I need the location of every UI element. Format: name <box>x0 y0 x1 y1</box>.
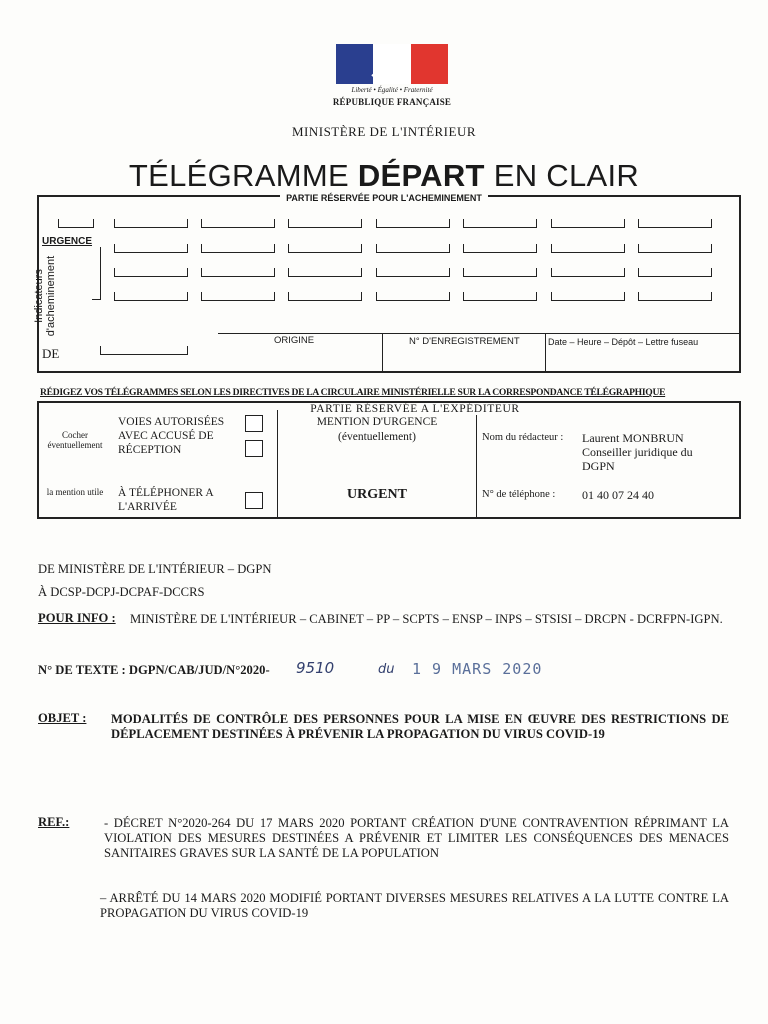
telephoner-checkbox[interactable] <box>245 492 263 509</box>
origine-label: ORIGINE <box>274 335 315 346</box>
ref-label: REF.: <box>38 815 70 829</box>
routing-slot <box>201 268 275 277</box>
voies-checkbox[interactable] <box>245 415 263 432</box>
title-part-2: DÉPART <box>357 158 485 193</box>
routing-slot <box>551 244 625 253</box>
routing-slot <box>638 219 712 228</box>
objet-text: MODALITÉS DE CONTRÔLE DES PERSONNES POUR LA MISE EN ŒUVRE DES RESTRICTIONS DE DÉPLACEMENT DESTINÉES À PRÉVENIR LA PROPAGATION DU VIRUS COVID-19 <box>111 712 729 741</box>
voies-label: VOIES AUTORISÉES <box>118 416 225 428</box>
title-part-3: EN CLAIR <box>493 158 640 193</box>
routing-slot <box>114 268 188 277</box>
routing-slot <box>114 244 188 253</box>
routing-slot <box>551 292 625 301</box>
enreg-divider <box>545 333 546 373</box>
routing-slot <box>638 292 712 301</box>
de-label: DE <box>42 346 60 361</box>
routing-slot <box>201 219 275 228</box>
texte-label: N° DE TEXTE : DGPN/CAB/JUD/N°2020- <box>38 663 270 677</box>
sender-divider-1 <box>277 410 278 519</box>
routing-slot <box>288 268 362 277</box>
routing-slot <box>201 292 275 301</box>
urgence-label: URGENCE <box>42 236 93 247</box>
page-title <box>0 158 768 194</box>
redacteur-title: Conseiller juridique du DGPN <box>582 445 693 473</box>
bracket-line <box>100 247 101 299</box>
routing-slot <box>551 219 625 228</box>
routing-slot <box>288 244 362 253</box>
accuse-label: AVEC ACCUSÉ DE RÉCEPTION <box>118 430 214 456</box>
routing-slot <box>376 292 450 301</box>
republic-name: RÉPUBLIQUE FRANÇAISE <box>332 97 452 107</box>
texte-number: 9510 <box>296 659 335 677</box>
routing-slot <box>463 268 537 277</box>
indicateurs-label: Indicateurs d'acheminement <box>33 255 57 337</box>
ref-item-1: - DÉCRET N°2020-264 DU 17 MARS 2020 PORTANT CRÉATION D'UNE CONTRAVENTION RÉPRIMANT LA VIOLATION DES MESURES DESTINÉES A PRÉVENIR ET LIMITER LES CONSÉQUENCES DES MENACES SANITAIRES GRAVES SUR LA SANTÉ DE LA POPULATION <box>104 816 729 860</box>
date-label: Date – Heure – Dépôt – Lettre fuseau <box>548 337 699 347</box>
routing-header: PARTIE RÉSERVÉE POUR L'ACHEMINEMENT <box>0 193 768 203</box>
routing-slot <box>463 219 537 228</box>
routing-slot <box>201 244 275 253</box>
from-line: DE MINISTÈRE DE L'INTÉRIEUR – DGPN <box>38 562 272 576</box>
urgent-value: URGENT <box>347 487 407 502</box>
marianne-icon <box>352 46 428 84</box>
objet-label: OBJET : <box>38 711 87 725</box>
enregistrement-label: N° D'ENREGISTREMENT <box>409 336 520 347</box>
routing-slot <box>376 268 450 277</box>
ministry-name: MINISTÈRE DE L'INTÉRIEUR <box>291 124 477 139</box>
origine-divider <box>382 333 383 373</box>
routing-slot <box>58 219 94 228</box>
routing-slot <box>463 244 537 253</box>
routing-slot <box>376 244 450 253</box>
du-handwritten: du <box>378 662 395 677</box>
cocher-label: Cocher éventuellement <box>47 430 103 450</box>
pour-info-text: MINISTÈRE DE L'INTÉRIEUR – CABINET – PP – SCPTS – ENSP – INPS – STSISI – DRCPN - DCRFPN-IGPN. <box>130 612 723 626</box>
routing-slot <box>638 244 712 253</box>
telephone-value: 01 40 07 24 40 <box>582 488 654 502</box>
origine-line <box>218 333 740 334</box>
mention-utile-label: la mention utile <box>46 487 104 497</box>
bracket-tick <box>92 299 101 300</box>
republic-motto: Liberté • Égalité • Fraternité <box>351 86 433 94</box>
mention-urgence-label: MENTION D'URGENCE <box>316 416 438 428</box>
sender-header: PARTIE RÉSERVÉE A L'EXPÉDITEUR <box>280 403 550 415</box>
telephone-label: N° de téléphone : <box>482 489 556 500</box>
sender-divider-2 <box>476 410 477 519</box>
redacteur-name: Laurent MONBRUN <box>582 431 684 445</box>
routing-slot <box>551 268 625 277</box>
ref-item-2: – ARRÊTÉ DU 14 MARS 2020 MODIFIÉ PORTANT DIVERSES MESURES RELATIVES A LA LUTTE CONTRE LA PROPAGATION DU VIRUS COVID-19 <box>100 891 729 920</box>
routing-slot <box>376 219 450 228</box>
eventuellement-label: (éventuellement) <box>338 431 416 443</box>
directive-text: RÉDIGEZ VOS TÉLÉGRAMMES SELON LES DIRECTIVES DE LA CIRCULAIRE MINISTÉRIELLE SUR LA CORRESPONDANCE TÉLÉGRAPHIQUE <box>40 387 666 398</box>
routing-slot <box>114 219 188 228</box>
to-line: À DCSP-DCPJ-DCPAF-DCCRS <box>38 585 205 599</box>
date-stamp: 1 9 MARS 2020 <box>412 660 543 678</box>
routing-slot <box>638 268 712 277</box>
telephoner-label: À TÉLÉPHONER A L'ARRIVÉE <box>118 487 213 513</box>
routing-slot <box>288 219 362 228</box>
routing-slot <box>463 292 537 301</box>
title-part-1: TÉLÉGRAMME <box>128 158 349 193</box>
routing-slot <box>114 292 188 301</box>
routing-slot <box>100 346 188 355</box>
pour-info-label: POUR INFO : <box>38 611 116 625</box>
redacteur-label: Nom du rédacteur : <box>482 432 564 443</box>
accuse-checkbox[interactable] <box>245 440 263 457</box>
routing-slot <box>288 292 362 301</box>
